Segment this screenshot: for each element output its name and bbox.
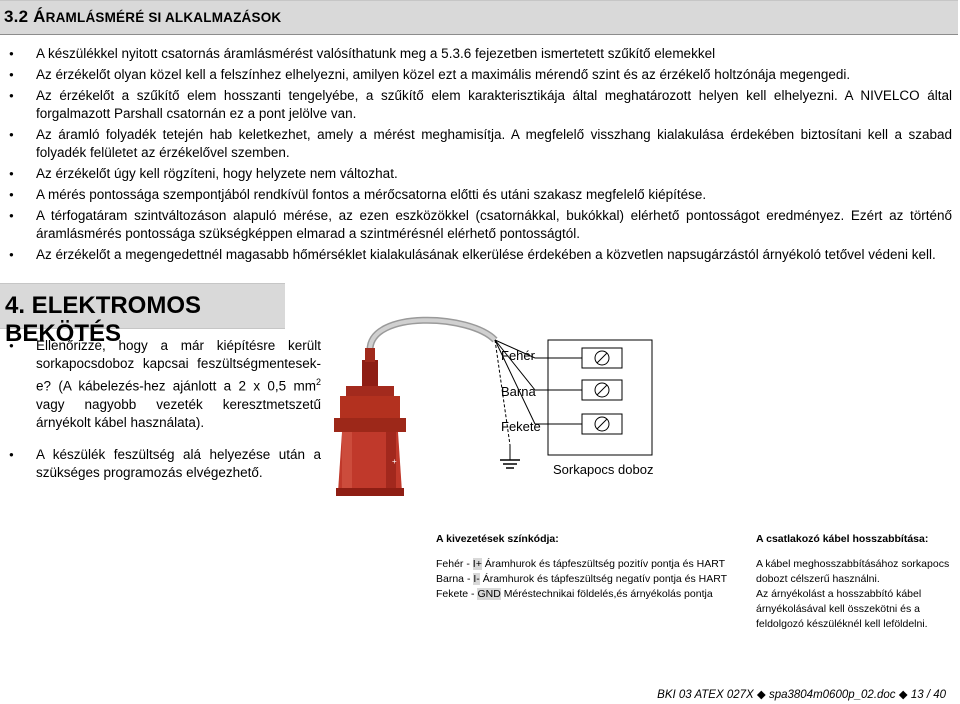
list-item: ● Az érzékelőt úgy kell rögzíteni, hogy helyzete nem változhat. bbox=[0, 165, 952, 183]
wire-label-brown: Barna bbox=[501, 384, 536, 399]
extension-line: A kábel meghosszabbításához sorkapocs bbox=[756, 558, 950, 570]
footer-page: 13 / 40 bbox=[910, 689, 946, 701]
section-4-header bbox=[0, 283, 285, 347]
cable-gland bbox=[362, 360, 378, 386]
electrical-bullet-list bbox=[0, 337, 321, 485]
extension-title: A csatlakozó kábel hosszabbítása: bbox=[756, 533, 929, 545]
diamond-icon: ◆ bbox=[898, 689, 908, 701]
list-item: ● A készülék feszültség alá helyezése után a szükséges programozás elvégezhető. bbox=[0, 446, 321, 482]
extension-line: dobozt célszerű használni. bbox=[756, 573, 880, 585]
table-row bbox=[436, 557, 756, 572]
title-initial: Á bbox=[33, 7, 46, 26]
page-footer bbox=[657, 687, 946, 701]
terminal-name: GND bbox=[477, 588, 501, 600]
wire-color: Fekete bbox=[436, 588, 469, 600]
list-item: ● A mérés pontossága szempontjából rendkívül fontos a mérőcsatorna előtti és utáni szakasz megfelelő kiépítése. bbox=[0, 186, 952, 204]
extension-line: árnyékolásával kell összekötni és a bbox=[756, 603, 921, 615]
wire-color: Fehér bbox=[436, 558, 464, 570]
footer-doc: BKI 03 ATEX 027X bbox=[657, 689, 754, 701]
list-item: ● Az érzékelőt a szűkítő elem hosszanti tengelyébe, a szűkítő elem karakterisztikája által meghatározott helyen kell elhelyezni. A NIVELCO által forgalmazott Parshall csatornán ez a pont jelölve van. bbox=[0, 87, 952, 123]
wire-color: Barna bbox=[436, 573, 465, 585]
section-number: 3.2 bbox=[4, 7, 29, 26]
table-row bbox=[436, 587, 756, 602]
terminal-description: Méréstechnikai földelés,és árnyékolás pontja bbox=[503, 588, 713, 600]
section-3-2-title bbox=[4, 7, 281, 27]
terminal-name: I+ bbox=[472, 558, 482, 570]
list-item: ● Az érzékelőt a megengedettnél magasabb hőmérséklet kialakulásának elkerülése érdekében a közvetlen napsugárzástól árnyékoló tetővel védeni kell. bbox=[0, 246, 952, 264]
dash: - bbox=[466, 558, 470, 570]
wire-label-black: Fekete bbox=[501, 419, 541, 434]
section-4-title: 4. ELEKTROMOS BEKÖTÉS bbox=[5, 292, 202, 347]
terminal-description: Áramhurok és tápfeszültség negatív pontja és HART bbox=[482, 573, 728, 585]
dash: - bbox=[471, 588, 475, 600]
list-item: ● Az áramló folyadék tetején hab keletkezhet, amely a mérést meghamisítja. A megfelelő visszhang kialakulása érdekében biztosítani kell a szabad folyadék felületet az érzékelővel szemben. bbox=[0, 126, 952, 162]
wire-label-white: Fehér bbox=[501, 348, 535, 363]
superscript: 2 bbox=[315, 377, 321, 387]
dash: - bbox=[466, 573, 471, 585]
table-row bbox=[436, 572, 756, 587]
diamond-icon: ◆ bbox=[756, 689, 766, 701]
list-item: ● A készülékkel nyitott csatornás áramlásmérést valósíthatunk meg a 5.3.6 fejezetben ismertetett szűkítő elemekkel bbox=[0, 45, 952, 63]
terminal-box-label: Sorkapocs doboz bbox=[553, 462, 654, 477]
cable-extension bbox=[756, 532, 956, 632]
title-rest: RAMLÁSMÉRÉ SI ALKALMAZÁSOK bbox=[45, 10, 282, 25]
extension-line: Az árnyékolást a hosszabbító kábel bbox=[756, 588, 922, 600]
terminal-description: Áramhurok és tápfeszültség pozitív pontja és HART bbox=[484, 558, 726, 570]
terminal-name: I- bbox=[473, 573, 480, 585]
flow-measurement-bullet-list bbox=[0, 45, 952, 267]
list-item bbox=[0, 337, 321, 432]
list-item: ● A térfogatáram szintváltozáson alapuló mérése, az ezen eszközökkel (csatornákkal, bukókkal) elérhető pontosságot eredményez. Ezért az történő áramlásmérés pontossága szükségképpen elmarad a szintmérésnél elérhető pontosságtól. bbox=[0, 207, 952, 243]
bullet-text-pre: Ellenőrizze, hogy a már kiépítésre került sorkapocsdoboz kapcsai feszültségmentesek-e? (A kábelezés-hez ajánlott a 2 x 0,5 mm bbox=[36, 338, 321, 394]
footer-file: spa3804m0600p_02.doc bbox=[768, 689, 896, 701]
section-3-2-header bbox=[0, 0, 958, 35]
wiring-diagram bbox=[320, 300, 700, 510]
bullet-text-post: vagy nagyobb vezeték keresztmetszetű árnyékolt kábel használata). bbox=[36, 396, 321, 430]
wiring-color-code bbox=[436, 532, 756, 602]
extension-line: feldolgozó készüléknél kell leföldelni. bbox=[756, 618, 928, 630]
wiring-title: A kivezetések színkódja: bbox=[436, 533, 559, 545]
list-item: ● Az érzékelőt olyan közel kell a felszínhez elhelyezni, amilyen közel ezt a maximális mérendő szint és az érzékelő holtzónája megengedi. bbox=[0, 66, 952, 84]
plus-mark: + bbox=[392, 457, 397, 466]
sensor-body bbox=[334, 386, 406, 496]
